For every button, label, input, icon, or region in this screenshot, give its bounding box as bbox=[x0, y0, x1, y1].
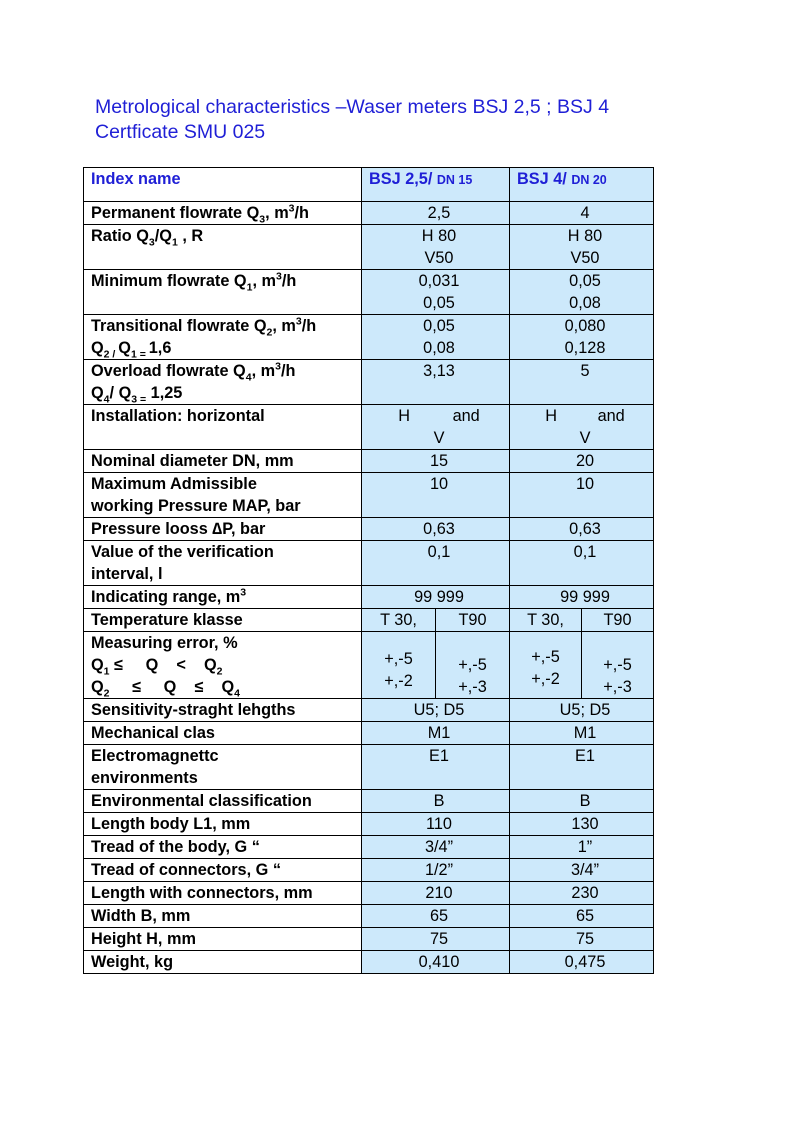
value-cell: 0,1 bbox=[362, 541, 510, 586]
label-verification: Value of the verification interval, l bbox=[84, 541, 362, 586]
row-tread-body bbox=[84, 836, 654, 859]
row-overload-flowrate bbox=[84, 360, 654, 405]
value-cell: 20 bbox=[510, 450, 654, 473]
label-length-connectors: Length with connectors, mm bbox=[84, 882, 362, 905]
value-cell: 0,63 bbox=[510, 518, 654, 541]
label-weight: Weight, kg bbox=[84, 951, 362, 974]
title-line-1: Metrological characteristics –Waser meters BSJ 2,5 ; BSJ 4 bbox=[95, 96, 610, 118]
label-overload-flowrate: Overload flowrate $Q_4$, $m^3/h$ $Q_4/$ $Q_{3 =}$ 1,25 bbox=[84, 360, 362, 405]
label-temperature: Temperature klasse bbox=[84, 609, 362, 632]
specification-table bbox=[83, 167, 654, 974]
row-installation bbox=[84, 405, 654, 450]
value-cell: H and V bbox=[510, 405, 654, 450]
label-environmental: Environmental classification bbox=[84, 790, 362, 813]
row-height bbox=[84, 928, 654, 951]
row-electromagnetic bbox=[84, 745, 654, 790]
header-bsj25: BSJ 2,5/ DN 15 bbox=[362, 168, 510, 202]
row-measuring-error bbox=[84, 632, 654, 699]
label-installation: Installation: horizontal bbox=[84, 405, 362, 450]
row-environmental bbox=[84, 790, 654, 813]
label-permanent-flowrate: Permanent flowrate $Q_3$, $m^3/h$ bbox=[84, 202, 362, 225]
label-electromagnetic: Electromagnettc environments bbox=[84, 745, 362, 790]
row-width bbox=[84, 905, 654, 928]
document-title bbox=[95, 95, 609, 145]
value-cell: B bbox=[510, 790, 654, 813]
label-minimum-flowrate: Minimum flowrate $Q_1$, $m^3/h$ bbox=[84, 270, 362, 315]
label-tread-body: Tread of the body, G “ bbox=[84, 836, 362, 859]
row-pressure-loss bbox=[84, 518, 654, 541]
row-permanent-flowrate bbox=[84, 202, 654, 225]
label-length-body: Length body L1, mm bbox=[84, 813, 362, 836]
value-cell: 0,080 0,128 bbox=[510, 315, 654, 360]
value-cell: M1 bbox=[510, 722, 654, 745]
value-cell: B bbox=[362, 790, 510, 813]
header-index-name: Index name bbox=[84, 168, 362, 202]
header-row bbox=[84, 168, 654, 202]
value-cell: 0,05 0,08 bbox=[510, 270, 654, 315]
value-cell: 15 bbox=[362, 450, 510, 473]
value-cell: 75 bbox=[362, 928, 510, 951]
value-cell: 1/2” bbox=[362, 859, 510, 882]
label-nominal-diameter: Nominal diameter DN, mm bbox=[84, 450, 362, 473]
value-cell: H 80 V50 bbox=[362, 225, 510, 270]
row-sensitivity bbox=[84, 699, 654, 722]
label-tread-connectors: Tread of connectors, G “ bbox=[84, 859, 362, 882]
row-length-body bbox=[84, 813, 654, 836]
value-cell: 0,410 bbox=[362, 951, 510, 974]
value-cell: 2,5 bbox=[362, 202, 510, 225]
label-ratio: Ratio $Q_3/Q_1$ , R bbox=[84, 225, 362, 270]
value-cell: 3/4” bbox=[362, 836, 510, 859]
value-cell: T 30, T90 bbox=[510, 609, 654, 632]
value-cell: 110 bbox=[362, 813, 510, 836]
value-cell: 5 bbox=[510, 360, 654, 405]
label-width: Width B, mm bbox=[84, 905, 362, 928]
row-verification bbox=[84, 541, 654, 586]
value-cell: 10 bbox=[510, 473, 654, 518]
label-map: Maximum Admissible working Pressure MAP, bar bbox=[84, 473, 362, 518]
value-cell: T 30, T90 bbox=[362, 609, 510, 632]
row-temperature bbox=[84, 609, 654, 632]
value-cell: 0,475 bbox=[510, 951, 654, 974]
row-transitional-flowrate bbox=[84, 315, 654, 360]
label-pressure-loss: Pressure looss ∆P, bar bbox=[84, 518, 362, 541]
label-sensitivity: Sensitivity-straght lehgths bbox=[84, 699, 362, 722]
label-indicating-range: Indicating range, $m^3$ bbox=[84, 586, 362, 609]
value-cell: M1 bbox=[362, 722, 510, 745]
row-length-connectors bbox=[84, 882, 654, 905]
value-cell: 99 999 bbox=[362, 586, 510, 609]
value-cell: U5; D5 bbox=[510, 699, 654, 722]
value-cell: 10 bbox=[362, 473, 510, 518]
value-cell: 210 bbox=[362, 882, 510, 905]
label-measuring-error: Measuring error, % $Q_1$ ≤ Q < $Q_2$ $Q_2$ ≤ Q ≤ $Q_4$ bbox=[84, 632, 362, 699]
value-cell: 99 999 bbox=[510, 586, 654, 609]
row-weight bbox=[84, 951, 654, 974]
value-cell: 0,031 0,05 bbox=[362, 270, 510, 315]
value-cell: 3,13 bbox=[362, 360, 510, 405]
value-cell: 75 bbox=[510, 928, 654, 951]
value-cell: 0,05 0,08 bbox=[362, 315, 510, 360]
value-cell: 65 bbox=[362, 905, 510, 928]
row-nominal-diameter bbox=[84, 450, 654, 473]
row-mechanical bbox=[84, 722, 654, 745]
value-cell: 130 bbox=[510, 813, 654, 836]
value-cell: 3/4” bbox=[510, 859, 654, 882]
row-ratio bbox=[84, 225, 654, 270]
row-minimum-flowrate bbox=[84, 270, 654, 315]
header-bsj4: BSJ 4/ DN 20 bbox=[510, 168, 654, 202]
value-cell: E1 bbox=[362, 745, 510, 790]
value-cell: H 80 V50 bbox=[510, 225, 654, 270]
value-cell: E1 bbox=[510, 745, 654, 790]
label-transitional-flowrate: Transitional flowrate $Q_2$, $m^3/h$ $Q_{2 /}$ $Q_{1 =}$ 1,6 bbox=[84, 315, 362, 360]
row-map bbox=[84, 473, 654, 518]
value-cell: 0,63 bbox=[362, 518, 510, 541]
value-cell: U5; D5 bbox=[362, 699, 510, 722]
row-tread-connectors bbox=[84, 859, 654, 882]
value-cell: 0,1 bbox=[510, 541, 654, 586]
title-line-2: Certficate SMU 025 bbox=[95, 121, 266, 143]
value-cell: 65 bbox=[510, 905, 654, 928]
value-cell: +,-5 +,-2 +,-5 +,-3 bbox=[362, 632, 510, 699]
value-cell: H and V bbox=[362, 405, 510, 450]
label-height: Height H, mm bbox=[84, 928, 362, 951]
value-cell: +,-5 +,-2 +,-5 +,-3 bbox=[510, 632, 654, 699]
value-cell: 4 bbox=[510, 202, 654, 225]
value-cell: 1” bbox=[510, 836, 654, 859]
row-indicating-range bbox=[84, 586, 654, 609]
value-cell: 230 bbox=[510, 882, 654, 905]
label-mechanical: Mechanical clas bbox=[84, 722, 362, 745]
